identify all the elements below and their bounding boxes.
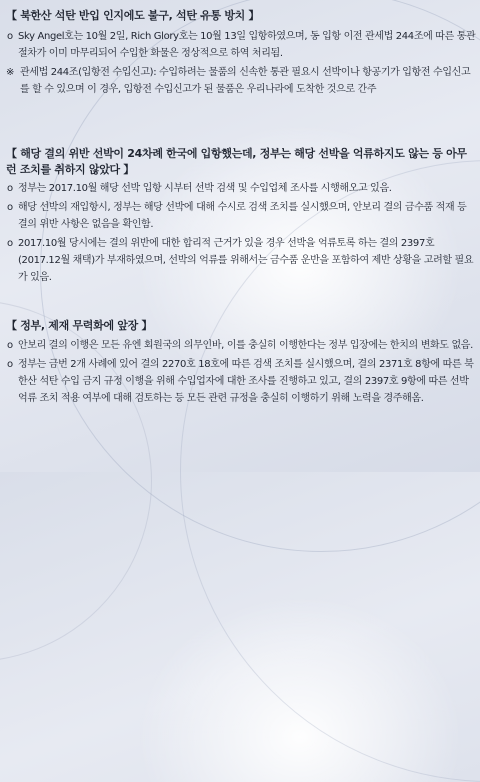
bullet-item <box>6 337 476 354</box>
note-marker: ※ <box>6 67 15 78</box>
note-item <box>6 64 476 98</box>
bullet-text: 정부는 금번 2개 사례에 있어 결의 2270호 18호에 따른 검색 조치를 실시했으며, 결의 2371호 8항에 따른 북한산 석탄 수입 금지 규정 이행을 위해 수입업자에 대한 조사를 진행하고 있고, 결의 2397호 9항에 따른 선박 억류 조치 적용 여부에 대해 검토하는 등 모든 관련 규정을 충실히 이행하기 위해 노력을 경주해옴. <box>18 359 474 404</box>
bullet-marker: o <box>7 340 13 351</box>
bullet-marker: o <box>7 31 13 42</box>
section-vessel-entries <box>6 146 476 286</box>
bullet-text: Sky Angel호는 10월 2일, Rich Glory호는 10월 13일 입항하였으며, 동 입항 이전 관세법 244조에 따른 통관절차가 이미 마무리되어 수입한 화물은 정상적으로 하역 처리됨. <box>18 31 476 59</box>
section-heading: 【 북한산 석탄 반입 인지에도 불구, 석탄 유통 방치 】 <box>6 9 260 22</box>
bullet-item <box>6 199 476 233</box>
bullet-item <box>6 356 476 407</box>
bullet-item <box>6 235 476 286</box>
section-coal-inflow <box>6 8 476 98</box>
section-heading: 【 정부, 제재 무력화에 앞장 】 <box>6 319 153 332</box>
bullet-item <box>6 180 476 197</box>
bullet-text: 안보리 결의 이행은 모든 유엔 회원국의 의무인바, 이를 충실히 이행한다는 정부 입장에는 한치의 변화도 없음. <box>18 340 473 351</box>
note-text: 관세법 244조(입항전 수입신고): 수입하려는 물품의 신속한 통관 필요시 선박이나 항공기가 입항전 수입신고를 할 수 있으며 이 경우, 입항전 수입신고가 된 물품은 우리나라에 도착한 것으로 간주 <box>20 67 471 95</box>
bullet-marker: o <box>7 359 13 370</box>
section-heading: 【 해당 결의 위반 선박이 24차례 한국에 입항했는데, 정부는 해당 선박을 억류하지도 않는 등 아무런 조치를 취하지 않았다 】 <box>6 147 467 176</box>
bullet-text: 2017.10월 당시에는 결의 위반에 대한 합리적 근거가 있을 경우 선박을 억류토록 하는 결의 2397호(2017.12월 채택)가 부재하였으며, 선박의 억류를 위해서는 금수품 운반을 포함하여 제반 상황을 고려할 필요가 있음. <box>18 238 474 283</box>
bullet-text: 정부는 2017.10월 해당 선박 입항 시부터 선박 검색 및 수입업체 조사를 시행해오고 있음. <box>18 183 392 194</box>
section-sanctions <box>6 318 476 407</box>
bullet-marker: o <box>7 238 13 249</box>
bullet-marker: o <box>7 183 13 194</box>
bullet-item <box>6 28 476 62</box>
bullet-text: 해당 선박의 재입항시, 정부는 해당 선박에 대해 수시로 검색 조치를 실시했으며, 안보리 결의 금수품 적재 등 결의 위반 사항은 없음을 확인함. <box>18 202 467 230</box>
bullet-marker: o <box>7 202 13 213</box>
